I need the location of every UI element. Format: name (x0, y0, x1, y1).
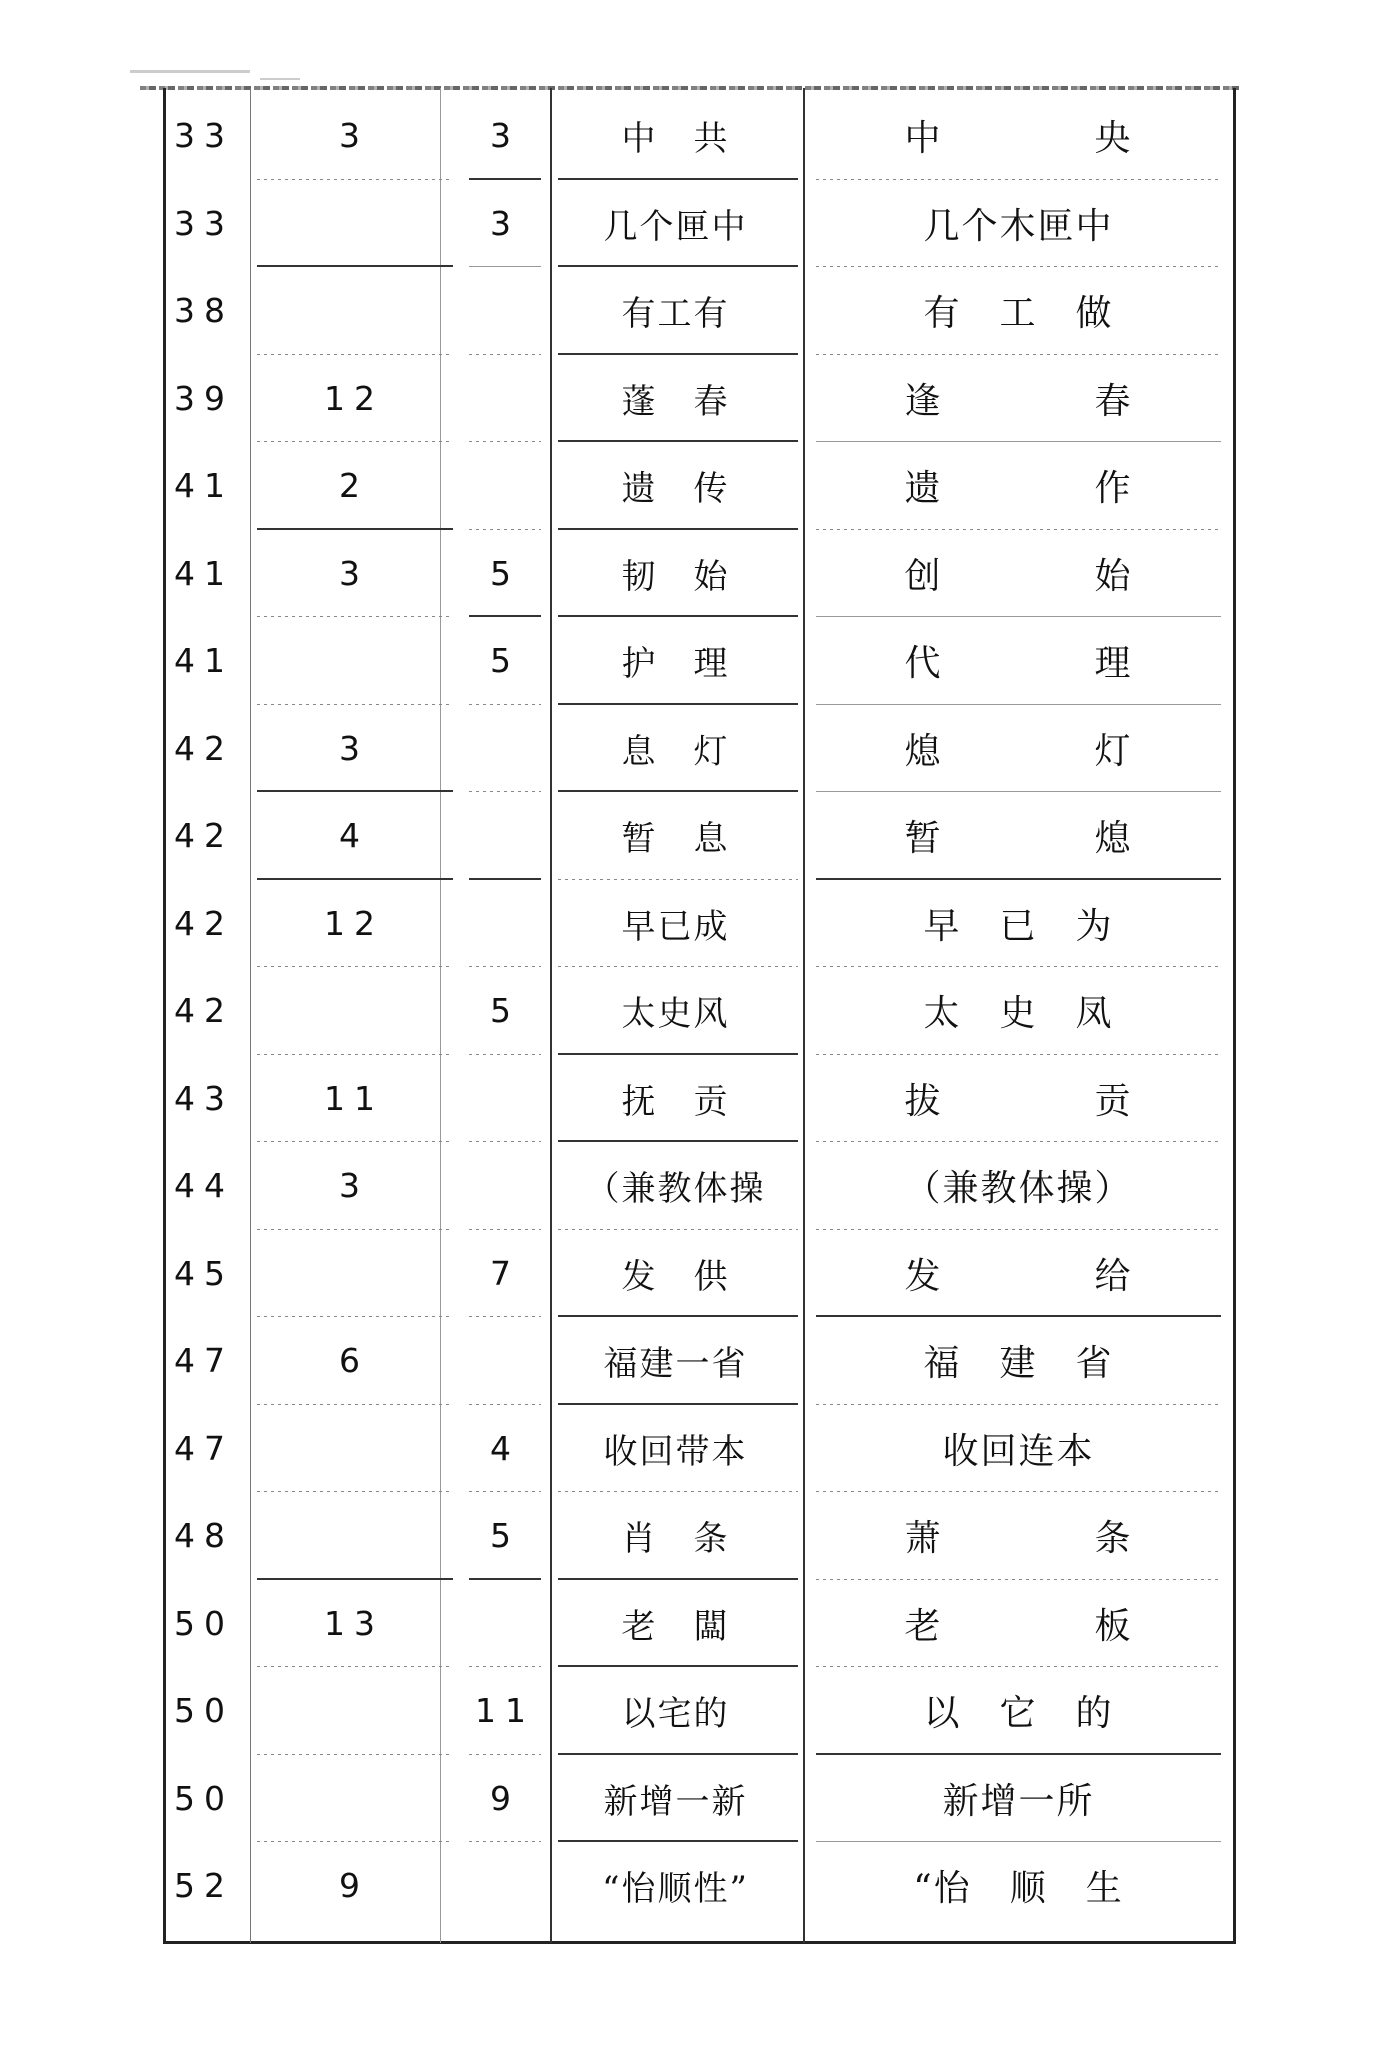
page-number-cell (172, 1492, 250, 1580)
table-row (166, 1492, 1233, 1580)
page-number-cell (172, 1230, 250, 1318)
corrected-text-cell (811, 1842, 1226, 1930)
table-row (166, 1405, 1233, 1493)
errata-table (166, 92, 1233, 1930)
erroneous-text-cell-text: 抚 贡 (621, 1081, 730, 1122)
line-from-top-cell (254, 1842, 454, 1930)
table-row (166, 1667, 1233, 1755)
line-from-top-cell (254, 1492, 454, 1580)
line-from-top-cell (254, 1055, 454, 1143)
corrected-text-cell-text: 新增一所 (942, 1780, 1095, 1822)
corrected-text-cell (811, 1405, 1226, 1493)
erroneous-text-cell (553, 355, 798, 443)
corrected-text-cell (811, 180, 1226, 268)
page-number-cell (172, 1667, 250, 1755)
erroneous-text-cell-text: 新增一新 (603, 1781, 748, 1822)
page-number-cell (172, 880, 250, 968)
table-bottom-border (163, 1941, 1236, 1944)
erroneous-text-cell-text: 护 理 (621, 644, 730, 685)
line-from-top-cell (254, 530, 454, 618)
line-from-bottom-cell (464, 180, 546, 268)
line-from-bottom-cell (464, 1142, 546, 1230)
corrected-text-cell (811, 880, 1226, 968)
erroneous-text-cell-text: 几个匣中 (603, 206, 748, 247)
line-from-top-cell (254, 355, 454, 443)
table-row (166, 792, 1233, 880)
erroneous-text-cell-text: 韧 始 (621, 556, 730, 597)
corrected-text-cell-text: 熄 灯 (904, 730, 1133, 772)
line-from-bottom-cell (464, 1842, 546, 1930)
corrected-text-cell-text: 暂 熄 (904, 818, 1133, 860)
erroneous-text-cell (553, 1142, 798, 1230)
line-from-bottom-cell-text: 5 (490, 1516, 520, 1556)
page-number-cell-text: 41 (174, 553, 234, 593)
page-number-cell (172, 1142, 250, 1230)
table-row (166, 880, 1233, 968)
page-number-cell (172, 442, 250, 530)
line-from-bottom-cell-text: 4 (490, 1428, 520, 1468)
corrected-text-cell-text: （兼教体操） (904, 1168, 1133, 1210)
line-from-bottom-cell (464, 1755, 546, 1843)
line-from-bottom-cell (464, 355, 546, 443)
page-number-cell-text: 39 (174, 378, 234, 418)
corrected-text-cell-text: 遗 作 (904, 468, 1133, 510)
line-from-top-cell-text: 12 (324, 378, 384, 418)
table-row (166, 967, 1233, 1055)
line-from-top-cell (254, 267, 454, 355)
line-from-bottom-cell (464, 967, 546, 1055)
page-number-cell-text: 45 (174, 1253, 234, 1293)
page-number-cell-text: 43 (174, 1078, 234, 1118)
corrected-text-cell-text: 收回连本 (942, 1430, 1095, 1472)
erroneous-text-cell-text: 老 闆 (621, 1606, 730, 1647)
erroneous-text-cell-text: 中 共 (621, 119, 730, 160)
page-number-cell-text: 33 (174, 203, 234, 243)
erroneous-text-cell-text: 蓬 春 (621, 381, 730, 422)
page-number-cell (172, 530, 250, 618)
corrected-text-cell (811, 705, 1226, 793)
table-row (166, 1317, 1233, 1405)
line-from-top-cell-text: 4 (339, 816, 369, 856)
line-from-top-cell (254, 92, 454, 180)
corrected-text-cell-text: 中 央 (904, 118, 1133, 160)
erroneous-text-cell-text: 太史风 (621, 994, 730, 1035)
erroneous-text-cell (553, 1492, 798, 1580)
page-number-cell (172, 1580, 250, 1668)
page-number-cell-text: 42 (174, 991, 234, 1031)
corrected-text-cell (811, 267, 1226, 355)
erroneous-text-cell-text: （兼教体操 (585, 1169, 766, 1210)
line-from-bottom-cell (464, 442, 546, 530)
erroneous-text-cell (553, 180, 798, 268)
line-from-top-cell (254, 1230, 454, 1318)
corrected-text-cell (811, 92, 1226, 180)
table-row (166, 92, 1233, 180)
table-row (166, 617, 1233, 705)
page-number-cell (172, 180, 250, 268)
scan-noise (130, 70, 250, 73)
page-number-cell (172, 705, 250, 793)
table-row (166, 1755, 1233, 1843)
erroneous-text-cell-text: 早已成 (621, 906, 730, 947)
line-from-top-cell (254, 617, 454, 705)
table-row (166, 705, 1233, 793)
corrected-text-cell-text: 福 建 省 (923, 1343, 1114, 1385)
corrected-text-cell (811, 1580, 1226, 1668)
erroneous-text-cell (553, 792, 798, 880)
page-number-cell-text: 38 (174, 291, 234, 331)
corrected-text-cell-text: 以 它 的 (923, 1693, 1114, 1735)
corrected-text-cell (811, 355, 1226, 443)
page-number-cell-text: 50 (174, 1603, 234, 1643)
table-row (166, 1842, 1233, 1930)
corrected-text-cell (811, 1055, 1226, 1143)
erroneous-text-cell (553, 967, 798, 1055)
line-from-bottom-cell-text: 5 (490, 553, 520, 593)
line-from-top-cell (254, 1405, 454, 1493)
line-from-bottom-cell (464, 880, 546, 968)
erroneous-text-cell-text: 福建一省 (603, 1344, 748, 1385)
line-from-bottom-cell (464, 1317, 546, 1405)
line-from-top-cell (254, 705, 454, 793)
corrected-text-cell-text: 代 理 (904, 643, 1133, 685)
erroneous-text-cell (553, 1055, 798, 1143)
page-number-cell-text: 50 (174, 1691, 234, 1731)
page-number-cell-text: 41 (174, 641, 234, 681)
page-number-cell-text: 42 (174, 903, 234, 943)
line-from-bottom-cell (464, 1230, 546, 1318)
table-row (166, 180, 1233, 268)
page-number-cell (172, 92, 250, 180)
page-number-cell (172, 1842, 250, 1930)
table-row (166, 1230, 1233, 1318)
line-from-bottom-cell-text: 7 (490, 1253, 520, 1293)
corrected-text-cell (811, 967, 1226, 1055)
erroneous-text-cell-text: “怡顺性” (602, 1869, 749, 1910)
line-from-bottom-cell-text: 11 (475, 1691, 535, 1731)
erroneous-text-cell (553, 267, 798, 355)
line-from-top-cell-text: 3 (339, 1166, 369, 1206)
corrected-text-cell (811, 792, 1226, 880)
line-from-top-cell (254, 792, 454, 880)
line-from-bottom-cell (464, 1492, 546, 1580)
erroneous-text-cell-text: 以宅的 (621, 1694, 730, 1735)
corrected-text-cell-text: 逢 春 (904, 380, 1133, 422)
erroneous-text-cell (553, 1405, 798, 1493)
line-from-bottom-cell (464, 792, 546, 880)
erroneous-text-cell (553, 1842, 798, 1930)
line-from-top-cell (254, 1580, 454, 1668)
top-border (140, 86, 1240, 90)
corrected-text-cell (811, 1142, 1226, 1230)
corrected-text-cell-text: 几个木匣中 (923, 205, 1114, 247)
erroneous-text-cell (553, 1667, 798, 1755)
erroneous-text-cell (553, 530, 798, 618)
line-from-bottom-cell (464, 530, 546, 618)
line-from-top-cell (254, 442, 454, 530)
line-from-top-cell (254, 1755, 454, 1843)
erroneous-text-cell (553, 617, 798, 705)
line-from-bottom-cell (464, 1405, 546, 1493)
corrected-text-cell-text: “怡 顺 生 (913, 1868, 1124, 1910)
line-from-top-cell-text: 13 (324, 1603, 384, 1643)
erroneous-text-cell (553, 705, 798, 793)
line-from-top-cell-text: 2 (339, 466, 369, 506)
table-right-border (1233, 88, 1236, 1943)
erroneous-text-cell-text: 暂 息 (621, 819, 730, 860)
erroneous-text-cell-text: 遗 传 (621, 469, 730, 510)
corrected-text-cell (811, 1230, 1226, 1318)
corrected-text-cell (811, 1667, 1226, 1755)
line-from-bottom-cell-text: 9 (490, 1778, 520, 1818)
line-from-top-cell (254, 1667, 454, 1755)
line-from-bottom-cell (464, 1667, 546, 1755)
line-from-bottom-cell-text: 5 (490, 641, 520, 681)
erroneous-text-cell (553, 1317, 798, 1405)
erroneous-text-cell (553, 1755, 798, 1843)
line-from-top-cell-text: 3 (339, 728, 369, 768)
page-number-cell (172, 355, 250, 443)
scan-noise (260, 78, 300, 80)
page-number-cell (172, 967, 250, 1055)
corrected-text-cell-text: 早 已 为 (923, 905, 1114, 947)
line-from-bottom-cell-text: 5 (490, 991, 520, 1031)
line-from-top-cell (254, 967, 454, 1055)
corrected-text-cell (811, 1492, 1226, 1580)
line-from-top-cell-text: 6 (339, 1341, 369, 1381)
table-row (166, 355, 1233, 443)
corrected-text-cell (811, 442, 1226, 530)
erroneous-text-cell (553, 442, 798, 530)
page-number-cell-text: 50 (174, 1778, 234, 1818)
line-from-top-cell (254, 180, 454, 268)
corrected-text-cell-text: 老 板 (904, 1605, 1133, 1647)
page-number-cell (172, 617, 250, 705)
line-from-top-cell (254, 1317, 454, 1405)
erroneous-text-cell-text: 收回带本 (603, 1431, 748, 1472)
table-row (166, 267, 1233, 355)
corrected-text-cell (811, 530, 1226, 618)
line-from-top-cell-text: 12 (324, 903, 384, 943)
line-from-top-cell (254, 1142, 454, 1230)
line-from-bottom-cell-text: 3 (490, 116, 520, 156)
line-from-bottom-cell (464, 705, 546, 793)
erroneous-text-cell-text: 息 灯 (621, 731, 730, 772)
table-row (166, 1142, 1233, 1230)
line-from-bottom-cell-text: 3 (490, 203, 520, 243)
corrected-text-cell-text: 有 工 做 (923, 293, 1114, 335)
erroneous-text-cell-text: 发 供 (621, 1256, 730, 1297)
page-number-cell-text: 47 (174, 1341, 234, 1381)
erroneous-text-cell-text: 有工有 (621, 294, 730, 335)
line-from-top-cell (254, 880, 454, 968)
page-number-cell (172, 1405, 250, 1493)
corrected-text-cell (811, 617, 1226, 705)
page-number-cell (172, 1055, 250, 1143)
page-number-cell-text: 42 (174, 728, 234, 768)
page-number-cell-text: 52 (174, 1866, 234, 1906)
line-from-bottom-cell (464, 617, 546, 705)
corrected-text-cell-text: 拔 贡 (904, 1080, 1133, 1122)
corrected-text-cell-text: 太 史 凤 (923, 993, 1114, 1035)
table-row (166, 530, 1233, 618)
page-number-cell-text: 47 (174, 1428, 234, 1468)
line-from-top-cell-text: 11 (324, 1078, 384, 1118)
line-from-bottom-cell (464, 1055, 546, 1143)
table-row (166, 1055, 1233, 1143)
page-number-cell-text: 33 (174, 116, 234, 156)
page-number-cell (172, 267, 250, 355)
erroneous-text-cell (553, 92, 798, 180)
line-from-bottom-cell (464, 1580, 546, 1668)
page-number-cell-text: 41 (174, 466, 234, 506)
corrected-text-cell-text: 发 给 (904, 1255, 1133, 1297)
erroneous-text-cell (553, 880, 798, 968)
page-number-cell (172, 1317, 250, 1405)
page-number-cell-text: 44 (174, 1166, 234, 1206)
line-from-top-cell-text: 3 (339, 553, 369, 593)
page-number-cell (172, 1755, 250, 1843)
page-number-cell (172, 792, 250, 880)
line-from-top-cell-text: 9 (339, 1866, 369, 1906)
corrected-text-cell-text: 萧 条 (904, 1518, 1133, 1560)
table-row (166, 442, 1233, 530)
table-row (166, 1580, 1233, 1668)
page-number-cell-text: 42 (174, 816, 234, 856)
line-from-top-cell-text: 3 (339, 116, 369, 156)
line-from-bottom-cell (464, 267, 546, 355)
erroneous-text-cell (553, 1230, 798, 1318)
corrected-text-cell-text: 创 始 (904, 555, 1133, 597)
line-from-bottom-cell (464, 92, 546, 180)
page-number-cell-text: 48 (174, 1516, 234, 1556)
erroneous-text-cell-text: 肖 条 (621, 1519, 730, 1560)
corrected-text-cell (811, 1317, 1226, 1405)
corrected-text-cell (811, 1755, 1226, 1843)
erroneous-text-cell (553, 1580, 798, 1668)
